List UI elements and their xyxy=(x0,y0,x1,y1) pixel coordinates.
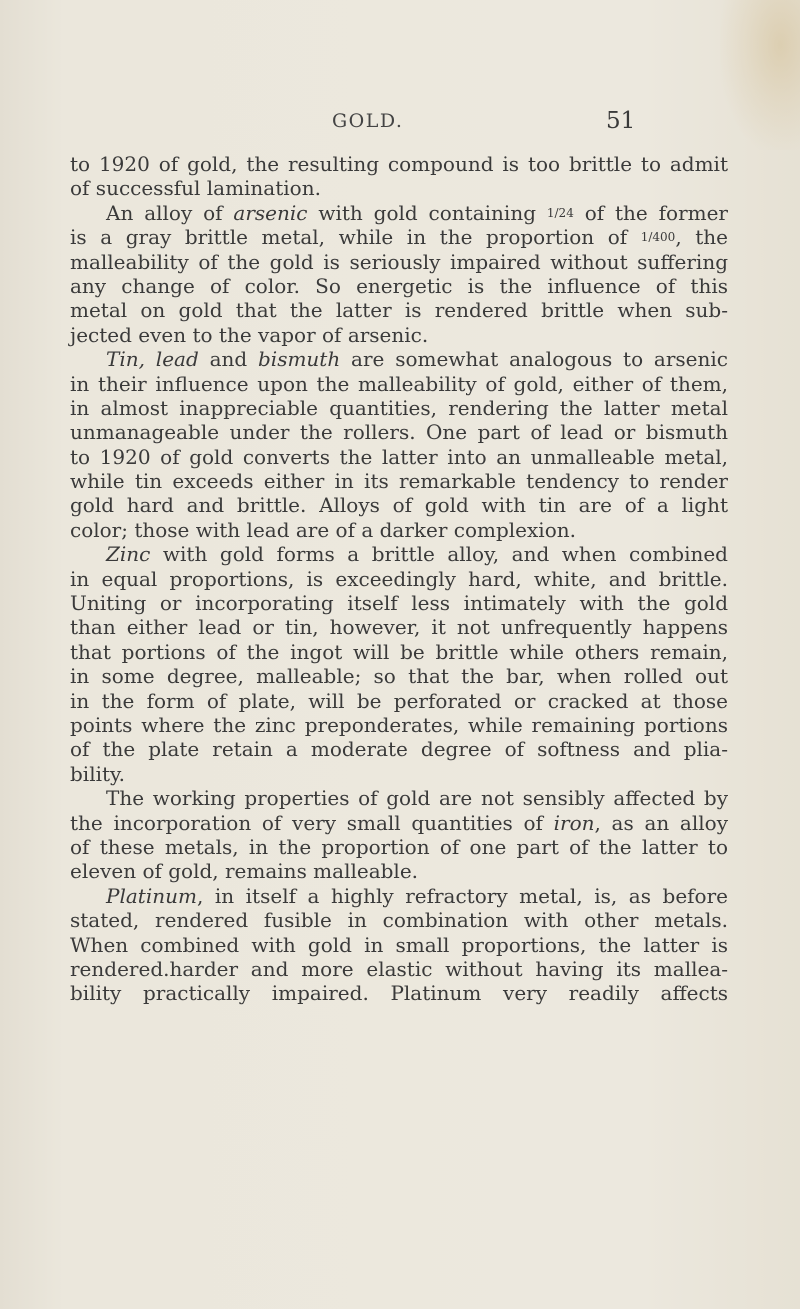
text-line: unmanageable under the rollers. One part of lead or bismuth xyxy=(70,420,728,445)
text-line: of successful lamination. xyxy=(70,176,321,201)
text-line: When combined with gold in small proportions, the latter is xyxy=(70,932,728,957)
text-line: any change of color. So energetic is the influence of this xyxy=(70,273,728,298)
text-line: jected even to the vapor of arsenic. xyxy=(70,322,429,347)
text-line: An alloy of arsenic with gold containing 1/24 of the former xyxy=(106,200,728,225)
fraction: 1/24 xyxy=(546,205,574,220)
text-line: malleability of the gold is seriously impaired without suffering xyxy=(70,249,728,274)
text-line: Platinum, in itself a highly refractory metal, is, as before xyxy=(106,883,728,908)
text-line: Uniting or incorporating itself less intimately with the gold xyxy=(70,591,728,616)
text-line: than either lead or tin, however, it not unfrequently happens xyxy=(70,615,728,640)
text-line: in their influence upon the malleability of gold, either of them, xyxy=(70,371,728,396)
text-line: bility. xyxy=(70,761,126,786)
text-line: metal on gold that the latter is rendered brittle when sub- xyxy=(70,298,728,323)
text-line: to 1920 of gold converts the latter into an unmalleable metal, xyxy=(70,444,728,469)
page-number: 51 xyxy=(606,108,636,134)
text-line: the incorporation of very small quantities of iron, as an alloy xyxy=(70,810,728,835)
text-line: color; those with lead are of a darker complexion. xyxy=(70,517,576,542)
text-line: is a gray brittle metal, while in the proportion of 1/400, the xyxy=(70,225,729,250)
text-line: eleven of gold, remains malleable. xyxy=(70,859,419,884)
text-line: in the form of plate, will be perforated or cracked at those xyxy=(70,688,728,713)
running-head: GOLD. xyxy=(332,110,404,132)
text-line: The working properties of gold are not sensibly affected by xyxy=(106,786,728,811)
text-line: bility practically impaired. Platinum very readily affects xyxy=(70,981,728,1006)
text-line: in almost inappreciable quantities, rendering the latter metal xyxy=(70,395,728,420)
text-line: points where the zinc preponderates, while remaining portions xyxy=(70,712,728,737)
page-header xyxy=(0,108,800,138)
body-text xyxy=(70,152,728,1006)
text-line: Zinc with gold forms a brittle alloy, and when combined xyxy=(106,542,728,567)
text-line: to 1920 of gold, the resulting compound is too brittle to admit xyxy=(70,152,728,176)
text-line: stated, rendered fusible in combination with other metals. xyxy=(70,908,728,933)
text-line: of the plate retain a moderate degree of softness and plia- xyxy=(70,737,728,762)
text-line: Tin, lead and bismuth are somewhat analogous to arsenic xyxy=(106,347,728,372)
text-line: in equal proportions, is exceedingly hard, white, and brittle. xyxy=(70,566,728,591)
text-line: that portions of the ingot will be brittle while others remain, xyxy=(70,639,728,664)
text-line: in some degree, malleable; so that the bar, when rolled out xyxy=(70,664,728,689)
text-line: while tin exceeds either in its remarkable tendency to render xyxy=(70,469,728,494)
fraction: 1/400 xyxy=(640,230,676,245)
text-line: of these metals, in the proportion of one part of the latter to xyxy=(70,834,728,859)
text-line: gold hard and brittle. Alloys of gold with tin are of a light xyxy=(70,493,728,518)
text-line: rendered.harder and more elastic without having its mallea- xyxy=(70,956,728,981)
